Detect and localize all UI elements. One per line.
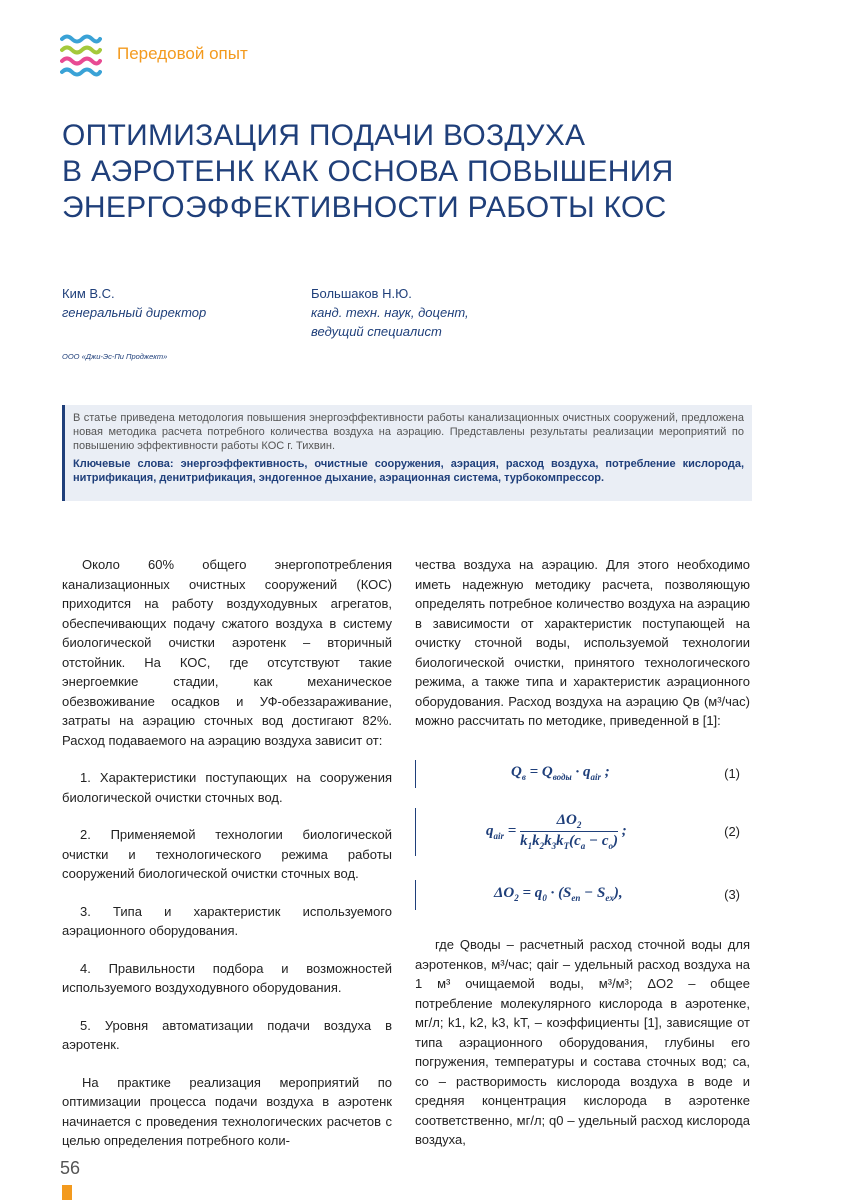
article-title [62,118,802,226]
list-item: 5. Уровня автоматизации подачи воздуха в аэротенк. [62,1017,392,1052]
author-name: Большаков Н.Ю. [311,286,412,301]
formula-expression: $Q_в = Q_{воды} \cdot q_{air}$ ; [511,764,610,782]
variable-definitions [415,935,750,1150]
author-block [311,284,469,341]
page-number: 56 [60,1158,81,1178]
left-column [62,555,392,1151]
right-column [415,555,750,731]
title-line: ОПТИМИЗАЦИЯ ПОДАЧИ ВОЗДУХА [62,119,586,152]
formula-number: (1) [724,766,740,781]
list-item: 4. Правильности подбора и возможностей используемого воздуходувного оборудования. [62,960,392,995]
author-role: ведущий специалист [311,324,442,339]
paragraph: На практике реализация мероприятий по оптимизации процесса подачи воздуха в аэротенк начинается с проведения технологических расчетов с целью определения потребного коли- [62,1074,392,1148]
keywords: Ключевые слова: энергоэффективность, очистные сооружения, аэрация, расход воздуха, потребление кислорода, нитрификация, денитрификация, эндогенное дыхание, аэрационная система, турбокомпрессор. [73,457,744,484]
formula-expression: $\Delta O_2 = q_0 \cdot (S_{en} - S_{ex})$, [494,885,623,903]
list-item: 1. Характеристики поступающих на сооружения биологической очистки сточных вод. [62,770,392,805]
paragraph: чества воздуха на аэрацию. Для этого необходимо иметь надежную методику расчета, позволяющую определять потребное количество воздуха на аэрацию в зависимости от характеристик поступающей на очистку сточной воды, используемой технологии биологической очистки, принятого технологического режима, а также типа и характеристик аэрационного оборудования. Расход воздуха на аэрацию Qв (м³/час) можно рассчитать по методике, приведенной в [1]: [415,557,750,728]
abstract-text: В статье приведена методология повышения энергоэффективности работы канализационных очистных сооружений, предложена новая методика расчета потребного количества воздуха на аэрацию. Представлены результаты реализации мероприятий по повышению эффективности работы КОС г. Тихвин. [73,412,744,453]
title-line: В АЭРОТЕНК КАК ОСНОВА ПОВЫШЕНИЯ [62,155,674,188]
author-role: канд. техн. наук, доцент, [311,305,469,320]
organization: ООО «Джи-Эс-Пи Проджект» [62,352,168,361]
author-role: генеральный директор [62,305,207,320]
list-item: 3. Типа и характеристик используемого аэрационного оборудования. [62,903,392,938]
formula-2 [415,808,750,856]
formula-3 [415,880,750,910]
formula-number: (3) [724,887,740,902]
author-name: Ким В.С. [62,286,115,301]
formula-1 [415,760,750,788]
formula-number: (2) [724,824,740,839]
formula-expression: $q_{air}$ = $\frac{\Delta O_2}{k_1k_2k_3k_T(c_a - c_o)}$ ; [486,812,627,851]
page-accent-bar [62,1185,72,1200]
paragraph: Около 60% общего энергопотребления канализационных очистных сооружений (КОС) приходится на работу воздуходувных агрегатов, обеспечивающих подачу сжатого воздуха в систему биологической очистки аэротенк – вторичный отстойник. На КОС, где отсутствуют такие энергоемкие стадии, как механическое обезвоживание осадков и УФ-обеззараживание, затраты на аэрацию сточных вод достигают 82%. Расход подаваемого на аэрацию воздуха зависит от: [62,557,392,748]
paragraph: где Qводы – расчетный расход сточной воды для аэротенков, м³/час; qair – удельный расход воздуха на 1 м³ очищаемой воды, м³/м³; ΔO2 – общее потребление молекулярного кислорода в аэротенке, мг/л; k1, k2, k3, kT, – коэффициенты [1], зависящие от типа аэрационного оборудования, глубины его погружения, температуры и состава сточных вод; ca, co – растворимость кислорода воздуха в воде и средняя концентрация кислорода в аэротенке соответственно, мг/л; q0 – удельный расход кислорода воздуха, [415,937,750,1147]
author-block [62,284,206,322]
list-item: 2. Применяемой технологии биологической очистки и технологического режима работы сооружений биологической очистки сточных вод. [62,827,392,881]
section-label: Передовой опыт [117,44,248,63]
abstract-box [62,405,752,501]
title-line: ЭНЕРГОЭФФЕКТИВНОСТИ РАБОТЫ КОС [62,191,667,224]
publication-logo [60,33,102,79]
